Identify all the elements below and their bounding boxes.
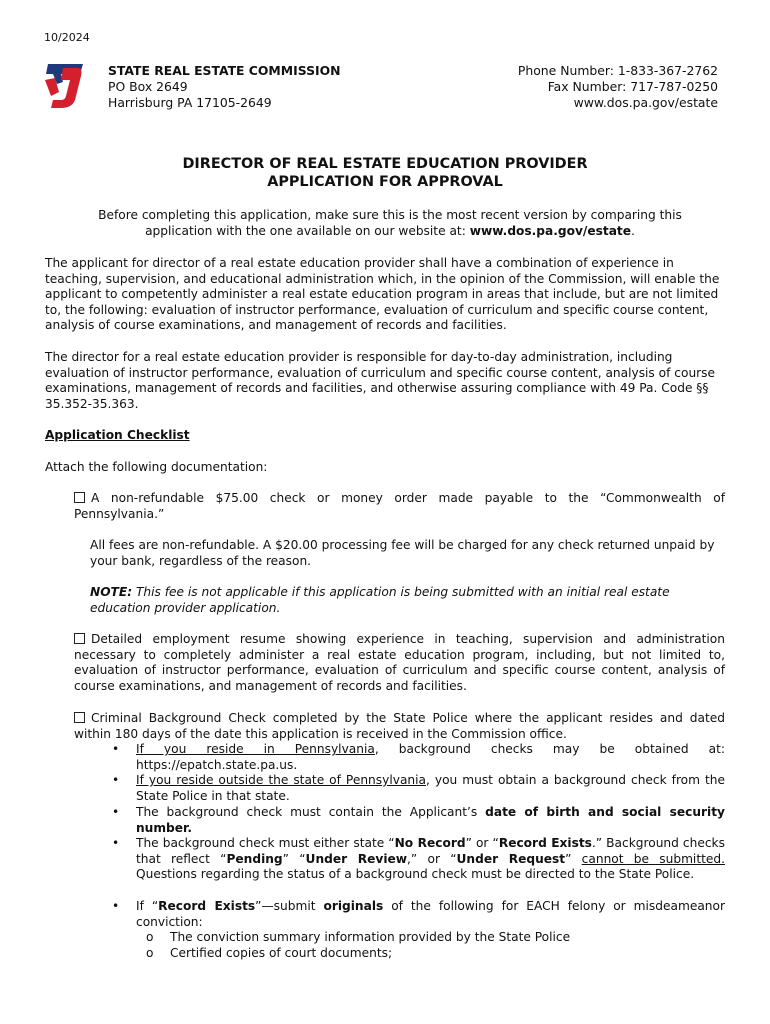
intro-end: . xyxy=(631,223,635,238)
b4-under-request: Under Request xyxy=(456,851,566,866)
item-resume-text: Detailed employment resume showing experience in teaching, supervision and administration necessary to completely administer a real estate education program, including, but not limited to, evaluation of instructor performance, evaluation of curriculum and specific course content, analysis of course examinations, and management of records and facilities. xyxy=(74,632,725,693)
title-line-1: DIRECTOR OF REAL ESTATE EDUCATION PROVIDER xyxy=(182,156,588,172)
bullet-outside-pennsylvania: • If you reside outside the state of Pennsylvania, you must obtain a background check from the State Police in that state. xyxy=(112,773,725,803)
bullet-pa-text: , background checks may be obtained at: https://epatch.state.pa.us. xyxy=(136,742,725,772)
website-link[interactable]: www.dos.pa.gov/estate xyxy=(573,95,718,110)
sub-bullet-1-text: The conviction summary information provided by the State Police xyxy=(170,930,571,944)
b4-a: The background check must either state “ xyxy=(136,836,395,850)
checkbox[interactable] xyxy=(74,712,85,723)
checkbox[interactable] xyxy=(74,492,85,503)
fee-details: All fees are non-refundable. A $20.00 processing fee will be charged for any check returned unpaid by your bank, regardless of the reason. xyxy=(90,538,715,568)
b5-originals: originals xyxy=(323,899,384,913)
note-label: NOTE: xyxy=(90,585,133,599)
sub-bullet-court-documents: o Certified copies of court documents; xyxy=(146,946,725,962)
contact-block xyxy=(518,63,718,111)
sub-bullet-2-text: Certified copies of court documents; xyxy=(170,946,393,960)
checklist-item-fee xyxy=(74,491,725,522)
fee-note xyxy=(90,585,725,616)
checklist-heading: Application Checklist xyxy=(45,428,190,442)
checklist-item-background-check xyxy=(74,711,725,742)
checklist-item-resume xyxy=(74,632,725,694)
b4-c: .” Background checks that reflect “ xyxy=(136,836,725,866)
fax-number: Fax Number: 717-787-0250 xyxy=(547,79,718,94)
item-background-text: Criminal Background Check completed by the State Police where the applicant resides and dated within 180 days of the date this application is received in the Commission office. xyxy=(74,711,725,741)
bullet-outside-text: , you must obtain a background check from the State Police in that state. xyxy=(136,773,725,803)
b5-b: ”—submit xyxy=(255,899,324,913)
b5-a: If “ xyxy=(136,899,159,913)
checkbox[interactable] xyxy=(74,633,85,644)
bullet-dob-text: The background check must contain the Applicant’s xyxy=(136,805,486,819)
bullet-dob-bold: date of birth and social security number. xyxy=(136,805,725,835)
pennsylvania-keystone-logo xyxy=(43,62,88,110)
b4-under-review: Under Review xyxy=(305,851,408,866)
b4-no-record: No Record xyxy=(394,836,466,850)
bullet-pa-underlined: If you reside in Pennsylvania xyxy=(136,742,375,756)
b4-b: ” or “ xyxy=(465,836,499,850)
intro-text xyxy=(70,208,710,239)
b5-record-exists: Record Exists xyxy=(158,899,256,913)
item-fee-text: A non-refundable $75.00 check or money order made payable to the “Commonwealth of Pennsylvania.” xyxy=(74,491,725,521)
phone-number: Phone Number: 1-833-367-2762 xyxy=(517,63,718,78)
note-text: This fee is not applicable if this application is being submitted with an initial real estate education provider application. xyxy=(90,585,670,615)
b4-cannot-submit: cannot be submitted. xyxy=(581,851,725,866)
address-line-2: Harrisburg PA 17105-2649 xyxy=(108,95,272,110)
bullet-record-status: • The background check must either state “No Record” or “Record Exists.” Background checks that reflect “Pending” “Under Review,” or “Under Request” cannot be submitted. Questions regarding the status of a background check must be directed to the State Police. xyxy=(112,836,725,882)
b5-c: of the following for EACH felony or misdeameanor conviction: xyxy=(136,899,725,929)
attach-instruction: Attach the following documentation: xyxy=(45,460,268,474)
agency-name: STATE REAL ESTATE COMMISSION xyxy=(108,63,341,78)
b4-e: ,” or “ xyxy=(407,851,457,866)
b4-g: Questions regarding the status of a background check must be directed to the State Police. xyxy=(136,867,695,882)
address-line-1: PO Box 2649 xyxy=(108,79,188,94)
paragraph-applicant-requirements: The applicant for director of a real estate education provider shall have a combination of experience in teaching, supervision, and educational administration which, in the opinion of the Commission, will enable the applicant to competently administer a real estate education program in areas that include, but are not limited to, the following: evaluation of instructor performance, evaluation of curriculum and specific course content, analysis of course examinations, and management of records and facilities. xyxy=(45,256,720,333)
bullet-dob-ssn: • The background check must contain the Applicant’s date of birth and social security number. xyxy=(112,805,725,835)
intro-website-link[interactable]: www.dos.pa.gov/estate xyxy=(469,223,632,238)
agency-address-block xyxy=(108,63,341,111)
sub-bullet-conviction-summary: o The conviction summary information provided by the State Police xyxy=(146,930,725,946)
bullet-record-exists: • If “Record Exists”—submit originals of the following for EACH felony or misdeameanor conviction: xyxy=(112,899,725,929)
b4-record-exists: Record Exists xyxy=(498,836,592,850)
bullet-pennsylvania: • If you reside in Pennsylvania, background checks may be obtained at: https://epatch.state.pa.us. xyxy=(112,742,725,772)
document-title xyxy=(0,155,770,191)
revision-date: 10/2024 xyxy=(44,31,90,44)
title-line-2: APPLICATION FOR APPROVAL xyxy=(267,174,503,190)
intro-body: Before completing this application, make sure this is the most recent version by comparing this application with the one available on our website at: xyxy=(98,208,682,238)
b4-f: ” xyxy=(565,851,582,866)
b4-pending: Pending xyxy=(226,851,283,866)
paragraph-director-responsibilities: The director for a real estate education provider is responsible for day-to-day administration, including evaluation of instructor performance, evaluation of curriculum and specific course content, analysis of course examinations, management of records and facilities, and otherwise assuring compliance with 49 Pa. Code §§ 35.352-35.363. xyxy=(45,350,716,411)
b4-d: ” “ xyxy=(282,851,306,866)
bullet-outside-underlined: If you reside outside the state of Pennsylvania xyxy=(136,773,426,787)
